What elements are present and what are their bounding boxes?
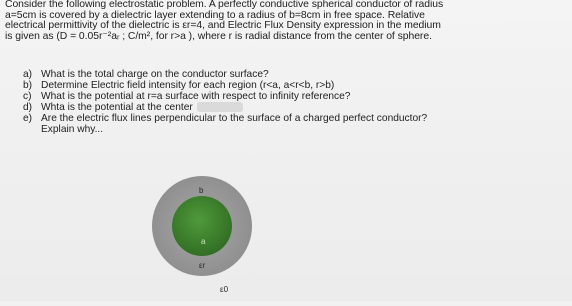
label-a: a [201,237,206,246]
question-text: Determine Electric field intensity for each region (r<a, a<r<b, r>b) [41,80,335,91]
problem-statement [5,0,569,42]
question-letter: d) [23,102,33,113]
problem-line-2: a=5cm is covered by a dielectric layer extending to a radius of b=8cm in free space. Relative [5,9,425,21]
redaction-smudge [197,102,243,112]
question-e-continuation: Explain why... [41,124,104,135]
question-c [23,91,563,102]
conductor-inner-sphere [172,196,232,256]
sphere-figure [115,168,315,301]
question-letter: b) [23,80,33,91]
label-er: εr [199,261,206,270]
question-a [23,69,563,80]
question-text: What is the potential at r=a surface with respect to infinity reference? [41,91,351,102]
label-b: b [199,186,204,195]
sphere-diagram [115,168,315,301]
problem-line-4: is given as (D = 0.05r⁻²aᵣ ; C/m², for r>a ), where r is radial distance from the center of sphere. [5,30,432,42]
question-list [23,69,563,135]
question-text: What is the total charge on the conductor surface? [41,69,269,80]
label-e0: ε0 [220,285,229,294]
problem-line-1: Consider the following electrostatic problem. A perfectly conductive spherical conductor of radius [5,0,444,10]
question-letter: e) [23,113,33,124]
question-letter: c) [23,91,32,102]
question-b [23,80,563,91]
question-text: Whta is the potential at the center [41,102,193,113]
question-text: Are the electric flux lines perpendicular to the surface of a charged perfect conductor? [41,113,428,124]
question-e [23,113,563,124]
question-d [23,102,563,113]
problem-line-3: electrical permittivity of the dielectric is εr=4, and Electric Flux Density expression in the medium [5,20,441,32]
question-letter: a) [23,69,33,80]
question-text-wrap [41,102,563,113]
